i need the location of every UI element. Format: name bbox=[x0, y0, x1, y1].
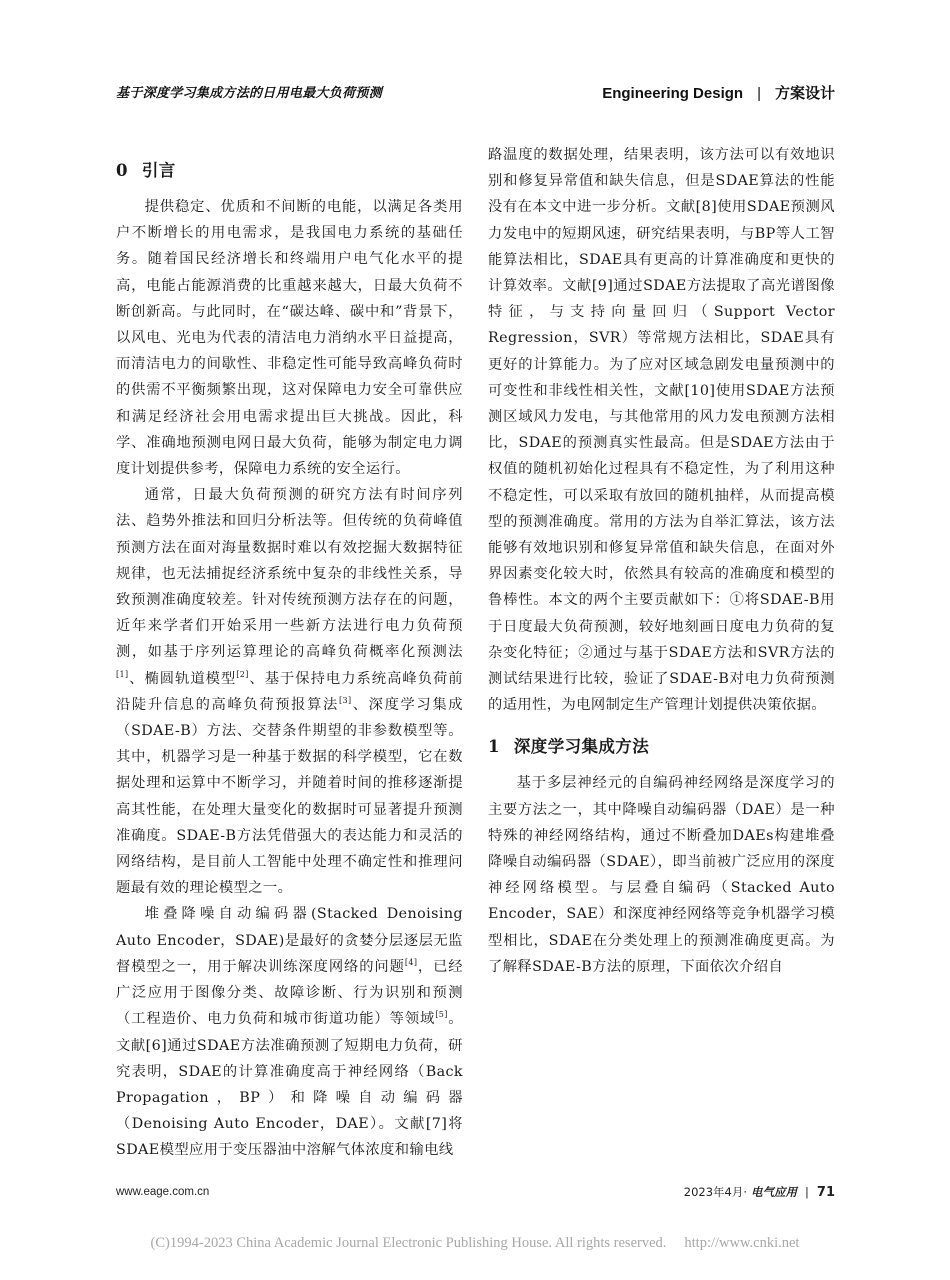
citation-3: [3] bbox=[338, 696, 352, 706]
journal-section-header bbox=[602, 82, 835, 103]
header-separator: | bbox=[757, 85, 761, 102]
intro-p3-text-a: 堆叠降噪自动编码器(Stacked Denoising Auto Encoder，SDAE)是最好的贪婪分层逐层无监督模型之一，用于解决训练深度网络的问题 bbox=[116, 906, 463, 975]
footer-date: 2023年4月 bbox=[683, 1185, 744, 1199]
section-1-number: 1 bbox=[488, 737, 500, 757]
intro-p3-text-c: 。文献[6]通过SDAE方法准确预测了短期电力负荷，研究表明，SDAE的计算准确度高于神经网络（Back Propagation，BP）和降噪自动编码器（Denoising Auto Encoder，DAE）。文献[7]将SDAE模型应用于变压器油中溶解气体浓度和输电线 bbox=[116, 1011, 463, 1159]
citation-4: [4] bbox=[404, 958, 418, 968]
intro-paragraph-1: 提供稳定、优质和不间断的电能，以满足各类用户不断增长的用电需求，是我国电力系统的基础任务。随着国民经济增长和终端用户电气化水平的提高，电能占能源消费的比重越来越大，日最大负荷不断创新高。与此同时，在“碳达峰、碳中和”背景下，以风电、光电为代表的清洁电力消纳水平日益提高，而清洁电力的间歇性、非稳定性可能导致高峰负荷时的供需不平衡频繁出现，这对保障电力安全可靠供应和满足经济社会用电需求提出巨大挑战。因此，科学、准确地预测电网日最大负荷，能够为制定电力调度计划提供参考，保障电力系统的安全运行。 bbox=[116, 199, 463, 478]
article-running-title: 基于深度学习集成方法的日用电最大负荷预测 bbox=[116, 86, 383, 101]
section-0-heading bbox=[116, 156, 463, 186]
citation-1: [1] bbox=[116, 669, 129, 679]
intro-paragraph-2 bbox=[116, 482, 463, 901]
footer-issue-info bbox=[684, 1184, 835, 1200]
copyright-notice bbox=[0, 1235, 950, 1252]
copyright-text: (C)1994-2023 China Academic Journal Electronic Publishing House. All rights reserved. bbox=[150, 1235, 667, 1251]
intro-p2-text-a: 通常，日最大负荷预测的研究方法有时间序列法、趋势外推法和回归分析法等。但传统的负荷峰值预测方法在面对海量数据时难以有效挖掘大数据特征规律，也无法捕捉经济系统中复杂的非线性关系，导致预测准确度较差。针对传统预测方法存在的问题，近年来学者们开始采用一些新方法进行电力负荷预测，如基于序列运算理论的高峰负荷概率化预测法 bbox=[116, 487, 463, 661]
section-1-heading bbox=[488, 732, 835, 762]
section-1-paragraph-1: 基于多层神经元的自编码神经网络是深度学习的主要方法之一，其中降噪自动编码器（DAE）是一种特殊的神经网络结构，通过不断叠加DAEs构建堆叠降噪自动编码器（SDAE），即当前被广泛应用的深度神经网络模型。与层叠自编码（Stacked Auto Encoder，SAE）和深度神经网络等竞争机器学习模型相比，SDAE在分类处理上的预测准确度更高。为了解释SDAE-B方法的原理，下面依次介绍自 bbox=[488, 775, 835, 975]
intro-p2-text-d: 、深度学习集成（SDAE-B）方法、交替条件期望的非参数模型等。其中，机器学习是一种基于数据的科学模型，它在数据处理和运算中不断学习，并随着时间的推移逐渐提高其性能，在处理大量变化的数据时可显著提升预测准确度。SDAE-B方法凭借强大的表达能力和灵活的网络结构，是目前人工智能中处理不确定性和推理问题最有效的理论模型之一。 bbox=[116, 696, 463, 897]
page-number: 71 bbox=[816, 1185, 835, 1200]
magazine-logo: 电气应用 bbox=[751, 1185, 798, 1199]
copyright-url: http://www.cnki.net bbox=[684, 1235, 800, 1251]
footer-website: www.eage.com.cn bbox=[116, 1186, 210, 1198]
intro-p3-text-b: ，已经广泛应用于图像分类、故障诊断、行为识别和预测（工程造价、电力负荷和城市街道功能）等领域 bbox=[116, 958, 463, 1028]
section-0-number: 0 bbox=[116, 161, 128, 180]
right-column bbox=[488, 142, 835, 980]
left-column bbox=[116, 142, 463, 1164]
section-1-title: 深度学习集成方法 bbox=[513, 737, 650, 757]
section-english: Engineering Design bbox=[602, 85, 744, 102]
intro-p2-text-c: 、基于保持电力系统高峰负荷前沿陡升信息的高峰负荷预报算法 bbox=[116, 670, 463, 713]
footer-bar: | bbox=[805, 1185, 809, 1199]
citation-5: [5] bbox=[435, 1010, 448, 1020]
section-chinese: 方案设计 bbox=[774, 84, 835, 102]
section-0-title: 引言 bbox=[141, 161, 176, 180]
intro-paragraph-3 bbox=[116, 901, 463, 1163]
intro-p2-text-b: 、椭圆轨道模型 bbox=[128, 670, 237, 687]
intro-paragraph-3-continued: 路温度的数据处理，结果表明，该方法可以有效地识别和修复异常值和缺失信息，但是SDAE算法的性能没有在本文中进一步分析。文献[8]使用SDAE预测风力发电中的短期风速，研究结果表明，与BP等人工智能算法相比，SDAE具有更高的计算准确度和更快的计算效率。文献[9]通过SDAE方法提取了高光谱图像特征，与支持向量回归（Support Vector Regression，SVR）等常规方法相比，SDAE具有更好的计算能力。为了应对区域急剧发电量预测中的可变性和非线性相关性，文献[10]使用SDAE方法预测区域风力发电，与其他常用的风力发电预测方法相比，SDAE的预测真实性最高。但是SDAE方法由于权值的随机初始化过程具有不稳定性，为了利用这种不稳定性，可以采取有放回的随机抽样，从而提高模型的预测准确度。常用的方法为自举汇算法，该方法能够有效地识别和修复异常值和缺失信息，在面对外界因素变化较大时，依然具有较高的准确度和模型的鲁棒性。本文的两个主要贡献如下：①将SDAE-B用于日度最大负荷预测，较好地刻画日度电力负荷的复杂变化特征；②通过与基于SDAE方法和SVR方法的测试结果进行比较，验证了SDAE-B对电力负荷预测的适用性，为电网制定生产管理计划提供决策依据。 bbox=[488, 147, 835, 714]
footer-dot: · bbox=[743, 1185, 748, 1199]
citation-2: [2] bbox=[236, 669, 249, 679]
